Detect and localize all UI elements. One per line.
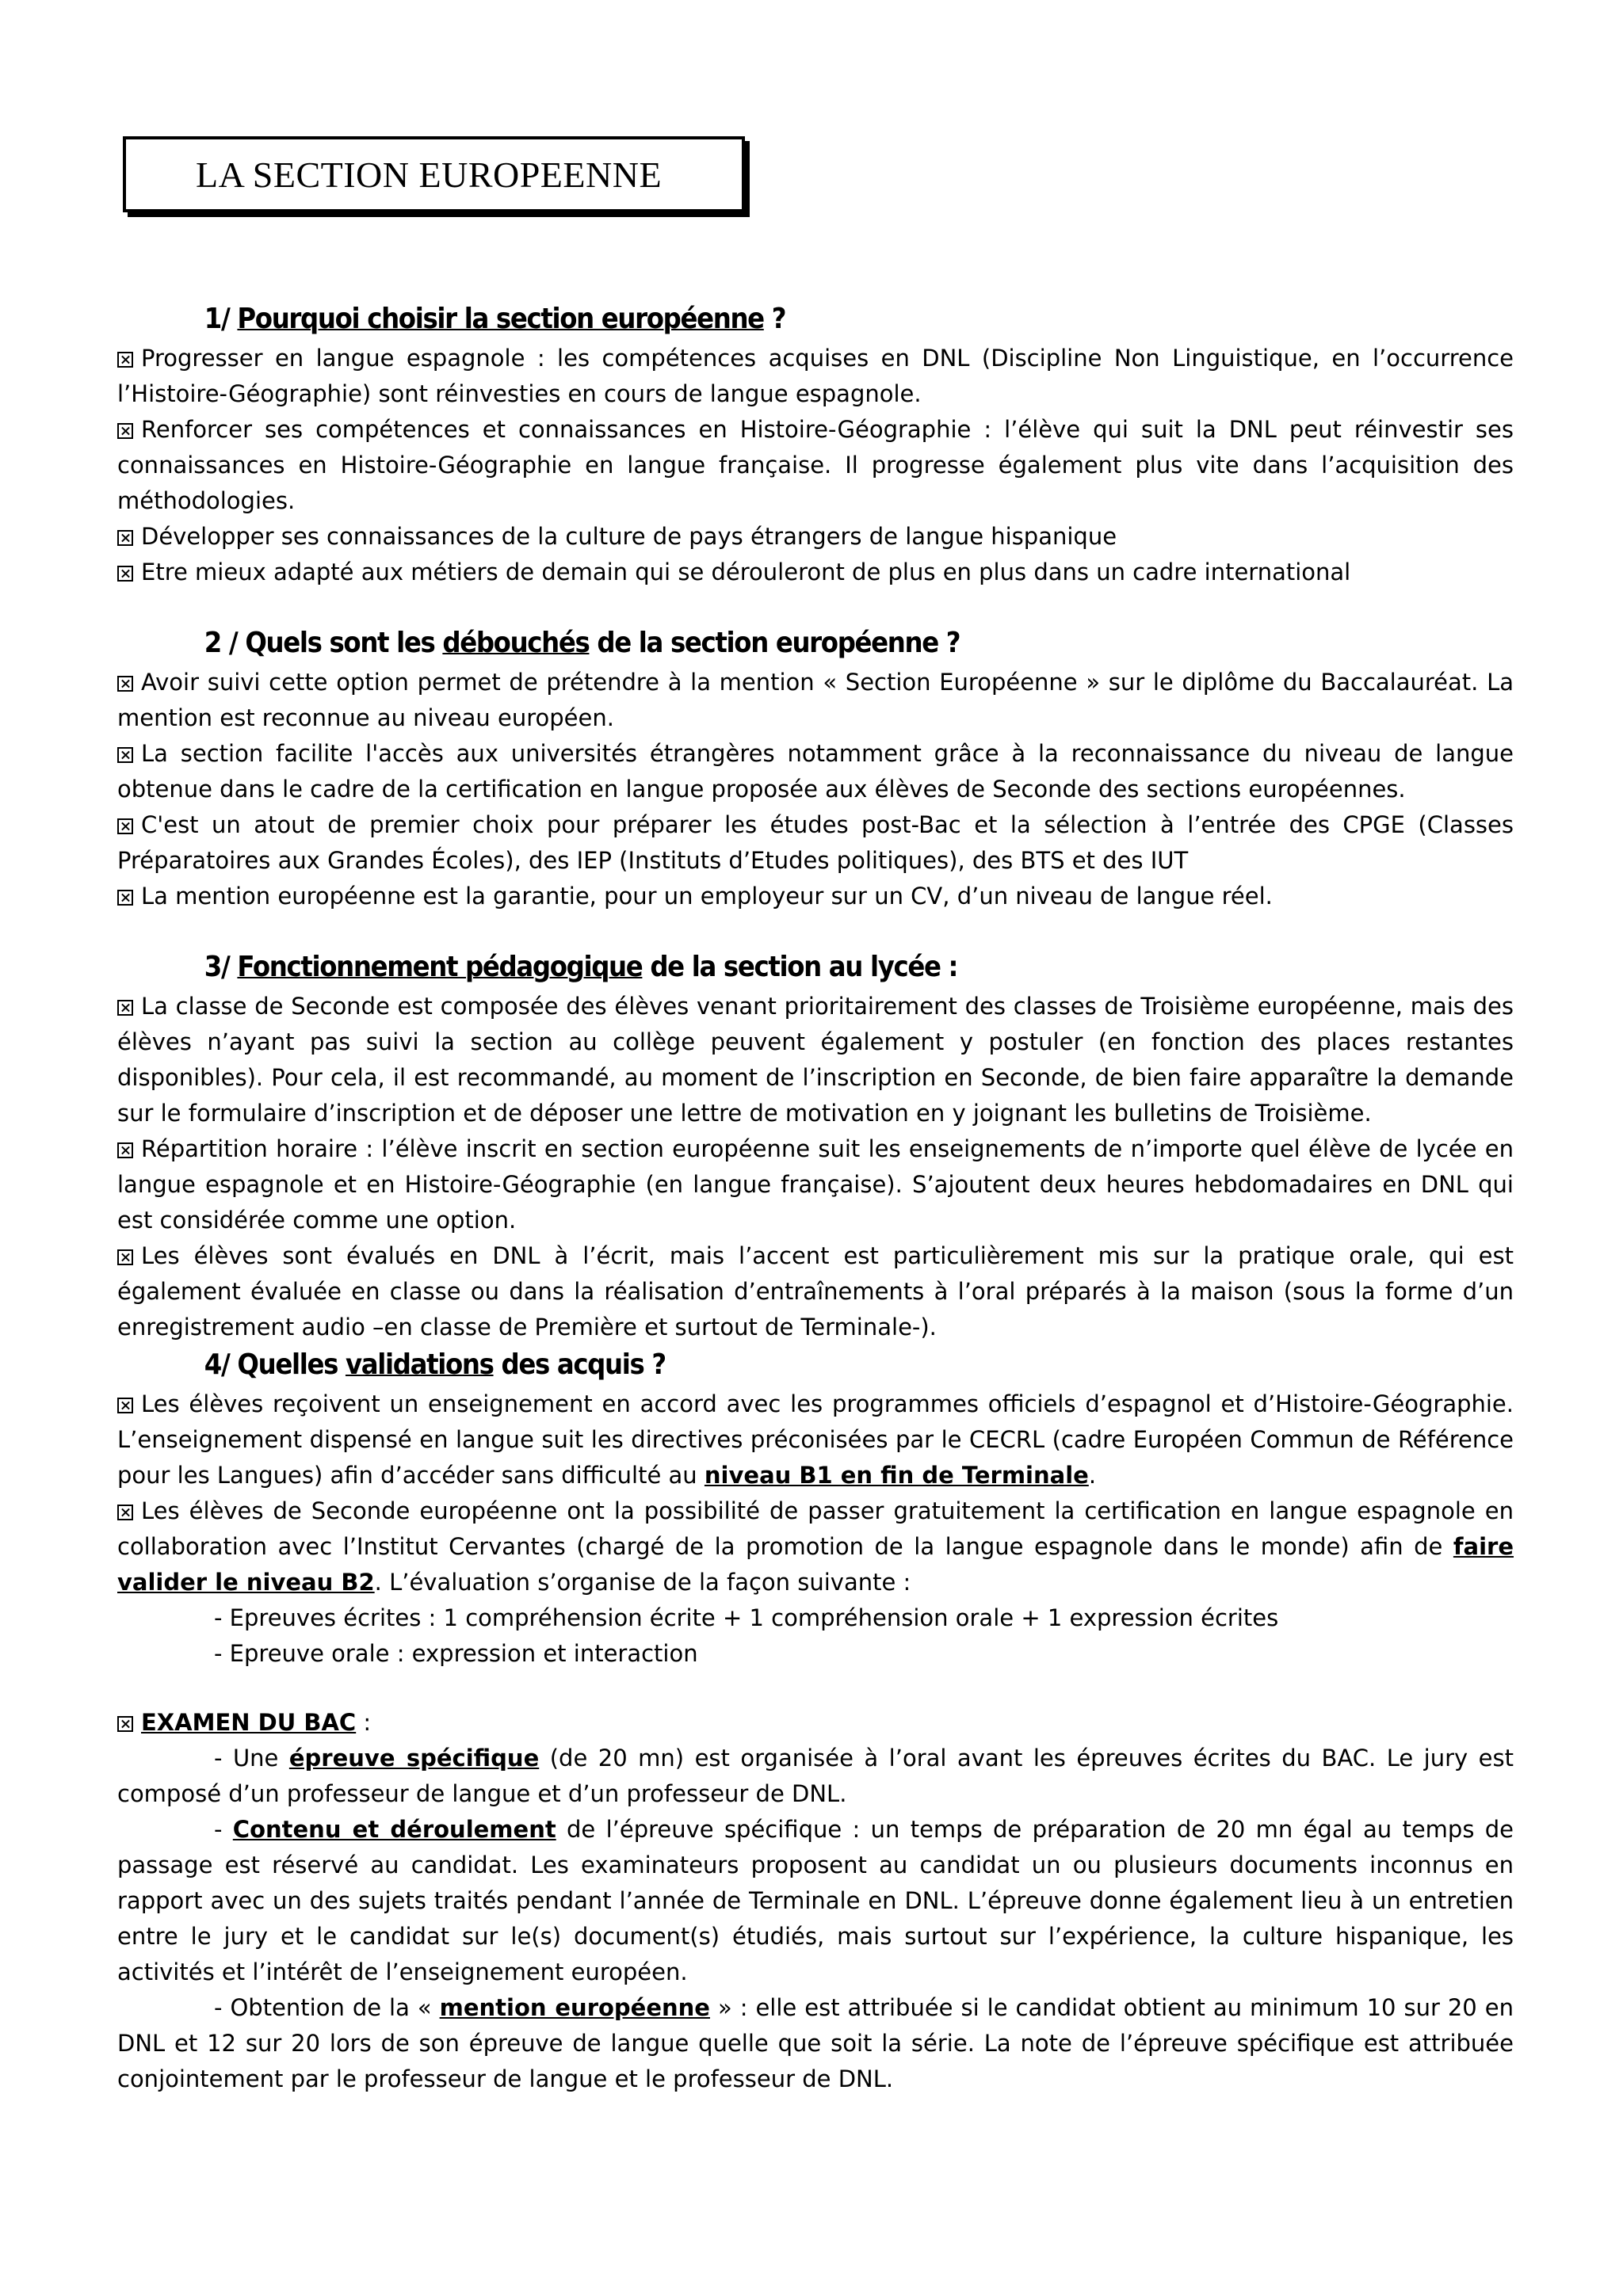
section-3-heading: 3/ Fonctionnement pédagogique de la section au lycée : (204, 951, 958, 983)
checkbox-icon (117, 1249, 133, 1265)
exam-paragraph-2: - Contenu et déroulement de l’épreuve spécifique : un temps de préparation de 20 mn égal au temps de passage est réservé au candidat. Les examinateurs proposent au candidat un ou plusieurs documents inconnus en rapport avec un des sujets traités pendant l’année de Terminale en DNL. L’épreuve donne également lieu à un entretien entre le jury et le candidat sur le(s) document(s) étudiés, mais surtout sur l’expérience, la culture hispanique, les activités et l’intérêt de l’enseignement européen. (117, 1816, 1514, 1985)
list-item: La classe de Seconde est composée des élèves venant prioritairement des classes de Troisième européenne, mais des élèves n’ayant pas suivi la section au collège peuvent également y postuler (en fonction des places restantes disponibles). Pour cela, il est recommandé, au moment de l’inscription en Seconde, de bien faire apparaître la demande sur le formulaire d’inscription et de déposer une lettre de motivation en y joignant les bulletins de Troisième. (117, 993, 1514, 1127)
checkbox-icon (117, 1142, 133, 1158)
list-item: Etre mieux adapté aux métiers de demain qui se dérouleront de plus en plus dans un cadre international (117, 555, 1514, 590)
section-2-heading: 2 / Quels sont les débouchés de la section européenne ? (204, 627, 960, 659)
section-4-heading: 4/ Quelles validations des acquis ? (204, 1348, 666, 1381)
list-item: C'est un atout de premier choix pour préparer les études post-Bac et la sélection à l’entrée des CPGE (Classes Préparatoires aux Grandes Écoles), des IEP (Instituts d’Etudes politiques), des BTS et des IUT (117, 811, 1514, 874)
section-1-heading: 1/ Pourquoi choisir la section européenne ? (204, 303, 786, 335)
list-item: Répartition horaire : l’élève inscrit en section européenne suit les enseignements de n’importe quel élève de lycée en langue espagnole et en Histoire-Géographie (en langue française). S’ajoutent deux heures hebdomadaires en DNL qui est considérée comme une option. (117, 1135, 1514, 1234)
checkbox-icon (117, 818, 133, 834)
list-item: La mention européenne est la garantie, pour un employeur sur un CV, d’un niveau de langue réel. (117, 879, 1514, 914)
checkbox-icon (117, 747, 133, 763)
title-box (123, 136, 745, 212)
checkbox-icon (117, 1505, 133, 1520)
list-item: Progresser en langue espagnole : les compétences acquises en DNL (Discipline Non Linguistique, en l’occurrence l’Histoire-Géographie) sont réinvesties en cours de langue espagnole. (117, 345, 1514, 407)
checkbox-icon (117, 676, 133, 692)
list-item: Renforcer ses compétences et connaissances en Histoire-Géographie : l’élève qui suit la DNL peut réinvestir ses connaissances en Histoire-Géographie en langue française. Il progresse également plus vite dans l’acquisition des méthodologies. (117, 416, 1514, 514)
checkbox-icon (117, 566, 133, 582)
list-item: Les élèves de Seconde européenne ont la possibilité de passer gratuitement la certification en langue espagnole en collaboration avec l’Institut Cervantes (chargé de la promotion de la langue espagnole dans le monde) afin de faire valider le niveau B2. L’évaluation s’organise de la façon suivante : (117, 1497, 1514, 1596)
checkbox-icon (117, 1716, 133, 1732)
page-title: LA SECTION EUROPEENNE (196, 154, 663, 195)
exam-paragraph-3: - Obtention de la « mention européenne » : elle est attribuée si le candidat obtient au minimum 10 sur 20 en DNL et 12 sur 20 lors de son épreuve de langue quelle que soit la série. La note de l’épreuve spécifique est attribuée conjointement par le professeur de langue et le professeur de DNL. (117, 1994, 1514, 2092)
evaluation-line-1: - Epreuves écrites : 1 compréhension écrite + 1 compréhension orale + 1 expression écrites (214, 1604, 1279, 1631)
list-item: La section facilite l'accès aux universités étrangères notamment grâce à la reconnaissance du niveau de langue obtenue dans le cadre de la certification en langue proposée aux élèves de Seconde des sections européennes. (117, 740, 1514, 803)
checkbox-icon (117, 423, 133, 439)
checkbox-icon (117, 530, 133, 546)
list-item: Avoir suivi cette option permet de prétendre à la mention « Section Européenne » sur le diplôme du Baccalauréat. La mention est reconnue au niveau européen. (117, 669, 1514, 731)
checkbox-icon (117, 352, 133, 368)
list-item: Les élèves reçoivent un enseignement en accord avec les programmes officiels d’espagnol et d’Histoire-Géographie. L’enseignement dispensé en langue suit les directives préconisées par le CECRL (cadre Européen Commun de Référence pour les Langues) afin d’accéder sans difficulté au niveau B1 en fin de Terminale. (117, 1390, 1514, 1489)
checkbox-icon (117, 1000, 133, 1016)
list-item: Développer ses connaissances de la culture de pays étrangers de langue hispanique (117, 519, 1514, 555)
exam-heading: EXAMEN DU BAC : (117, 1705, 1514, 1741)
document-body (117, 299, 1514, 2097)
checkbox-icon (117, 890, 133, 906)
exam-paragraph-1: - Une épreuve spécifique (de 20 mn) est organisée à l’oral avant les épreuves écrites du BAC. Le jury est composé d’un professeur de langue et d’un professeur de DNL. (117, 1745, 1514, 1807)
checkbox-icon (117, 1398, 133, 1413)
evaluation-line-2: - Epreuve orale : expression et interaction (214, 1640, 698, 1667)
list-item: Les élèves sont évalués en DNL à l’écrit, mais l’accent est particulièrement mis sur la pratique orale, qui est également évaluée en classe ou dans la réalisation d’entraînements à l’oral préparés à la maison (sous la forme d’un enregistrement audio –en classe de Première et surtout de Terminale-). (117, 1242, 1514, 1341)
